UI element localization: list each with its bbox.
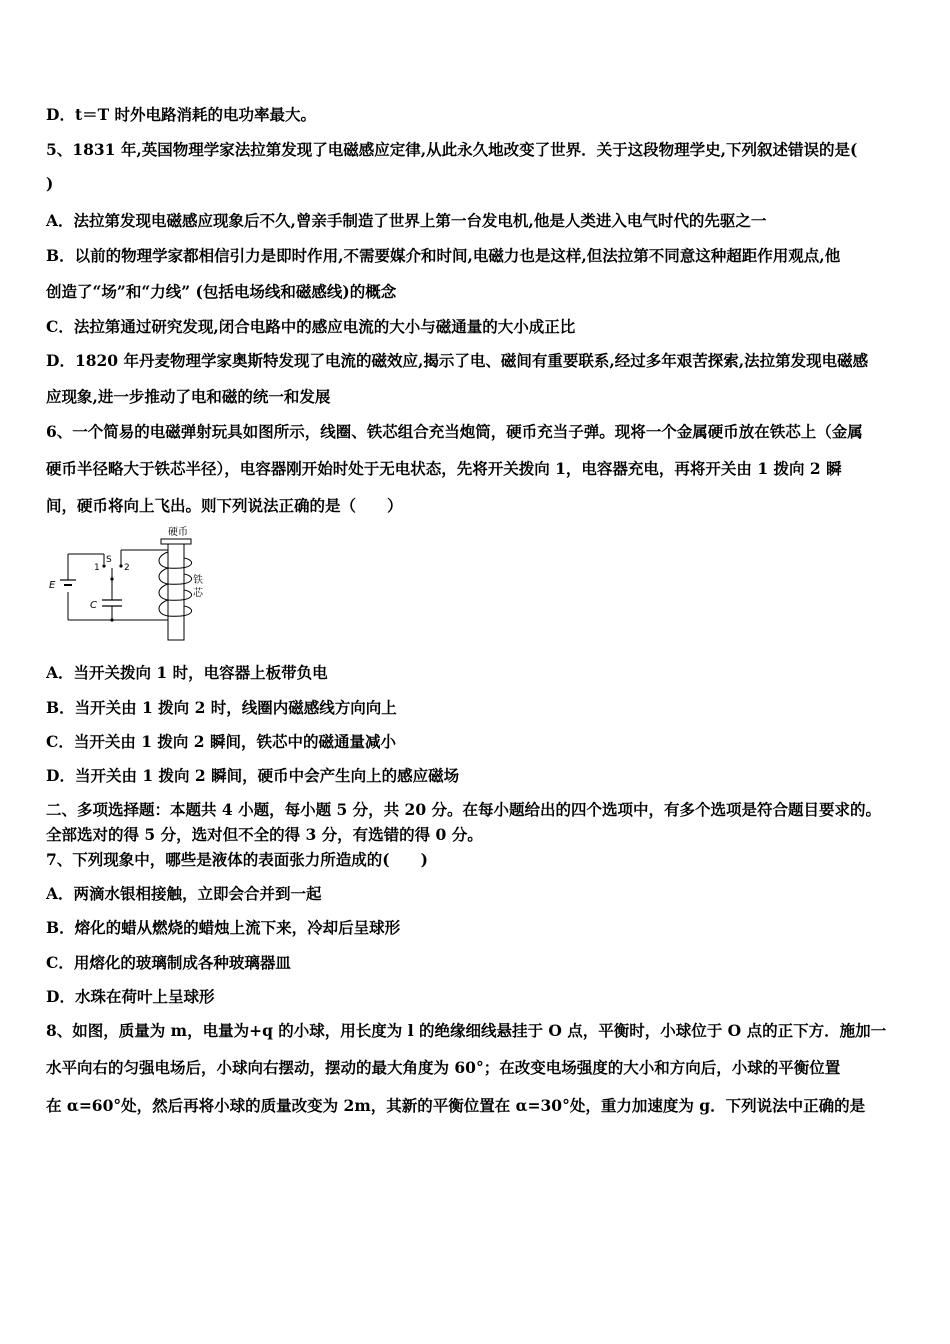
q5-option-d-line2: 应现象,进一步推动了电和磁的统一和发展 bbox=[46, 387, 331, 406]
q8-stem-line3: 在 α=60°处，然后再将小球的质量改变为 2m，其新的平衡位置在 α=30°处，重力加速度为 g．下列说法中正确的是 bbox=[46, 1096, 866, 1115]
q6-option-c: C．当开关由 1 拨向 2 瞬间，铁芯中的磁通量减小 bbox=[46, 732, 396, 751]
q6-circuit-figure bbox=[44, 522, 224, 644]
q5-option-a: A．法拉第发现电磁感应现象后不久,曾亲手制造了世界上第一台发电机,他是人类进入电气时代的先驱之一 bbox=[46, 211, 767, 230]
core-label-2: 芯 bbox=[193, 588, 203, 599]
q5-option-c: C．法拉第通过研究发现,闭合电路中的感应电流的大小与磁通量的大小成正比 bbox=[46, 317, 576, 336]
switch-pos2-label: 2 bbox=[124, 563, 130, 573]
q6-option-d: D．当开关由 1 拨向 2 瞬间，硬币中会产生向上的感应磁场 bbox=[46, 766, 460, 785]
battery-label: E bbox=[49, 580, 56, 591]
q8-stem-line1: 8、如图，质量为 m，电量为+q 的小球，用长度为 l 的绝缘细线悬挂于 O 点，平衡时，小球位于 O 点的正下方．施加一 bbox=[46, 1021, 887, 1040]
q6-option-a: A．当开关拨向 1 时，电容器上板带负电 bbox=[46, 663, 328, 682]
q6-stem-line2: 硬币半径略大于铁芯半径），电容器刚开始时处于无电状态，先将开关拨向 1，电容器充电，再将开关由 1 拨向 2 瞬 bbox=[46, 459, 842, 478]
q5-option-d-line1: D．1820 年丹麦物理学家奥斯特发现了电流的磁效应,揭示了电、磁间有重要联系,经过多年艰苦探索,法拉第发现电磁感 bbox=[46, 351, 869, 370]
q7-stem: 7、下列现象中，哪些是液体的表面张力所造成的( ) bbox=[46, 850, 428, 869]
q6-stem-line3: 间，硬币将向上飞出。则下列说法正确的是（ ） bbox=[46, 496, 403, 515]
section2-line1: 二、多项选择题：本题共 4 小题，每小题 5 分，共 20 分。在每小题给出的四个选项中，有多个选项是符合题目要求的。 bbox=[46, 800, 882, 819]
iron-core bbox=[168, 544, 184, 640]
q5-stem-line1: 5、1831 年,英国物理学家法拉第发现了电磁感应定律,从此永久地改变了世界．关于这段物理学史,下列叙述错误的是( bbox=[46, 140, 858, 159]
q4-option-d: D．t＝T 时外电路消耗的电功率最大。 bbox=[46, 105, 317, 124]
q7-option-d: D．水珠在荷叶上呈球形 bbox=[46, 987, 215, 1006]
q7-option-c: C．用熔化的玻璃制成各种玻璃器皿 bbox=[46, 953, 291, 972]
switch-pos1-label: 1 bbox=[94, 563, 100, 573]
q8-stem-line2: 水平向右的匀强电场后，小球向右摆动，摆动的最大角度为 60°；在改变电场强度的大小和方向后，小球的平衡位置 bbox=[46, 1058, 841, 1077]
q7-option-b: B．熔化的蜡从燃烧的蜡烛上流下来，冷却后呈球形 bbox=[46, 918, 401, 937]
q6-option-b: B．当开关由 1 拨向 2 时，线圈内磁感线方向向上 bbox=[46, 698, 397, 717]
capacitor-label: C bbox=[90, 600, 97, 611]
q5-stem-line2: ) bbox=[46, 174, 54, 193]
coin bbox=[161, 539, 191, 544]
q6-stem-line1: 6、一个简易的电磁弹射玩具如图所示，线圈、铁芯组合充当炮筒，硬币充当子弹。现将一个金属硬币放在铁芯上（金属 bbox=[46, 422, 863, 441]
section2-line2: 全部选对的得 5 分，选对但不全的得 3 分，有选错的得 0 分。 bbox=[46, 825, 483, 844]
q5-option-b-line1: B．以前的物理学家都相信引力是即时作用,不需要媒介和时间,电磁力也是这样,但法拉第不同意这种超距作用观点,他 bbox=[46, 246, 841, 265]
q7-option-a: A．两滴水银相接触，立即会合并到一起 bbox=[46, 884, 322, 903]
core-label-1: 铁 bbox=[193, 575, 203, 586]
coin-label: 硬币 bbox=[168, 527, 188, 538]
switch-label: S bbox=[106, 555, 112, 565]
q5-option-b-line2: 创造了“场”和“力线” (包括电场线和磁感线)的概念 bbox=[46, 282, 397, 301]
